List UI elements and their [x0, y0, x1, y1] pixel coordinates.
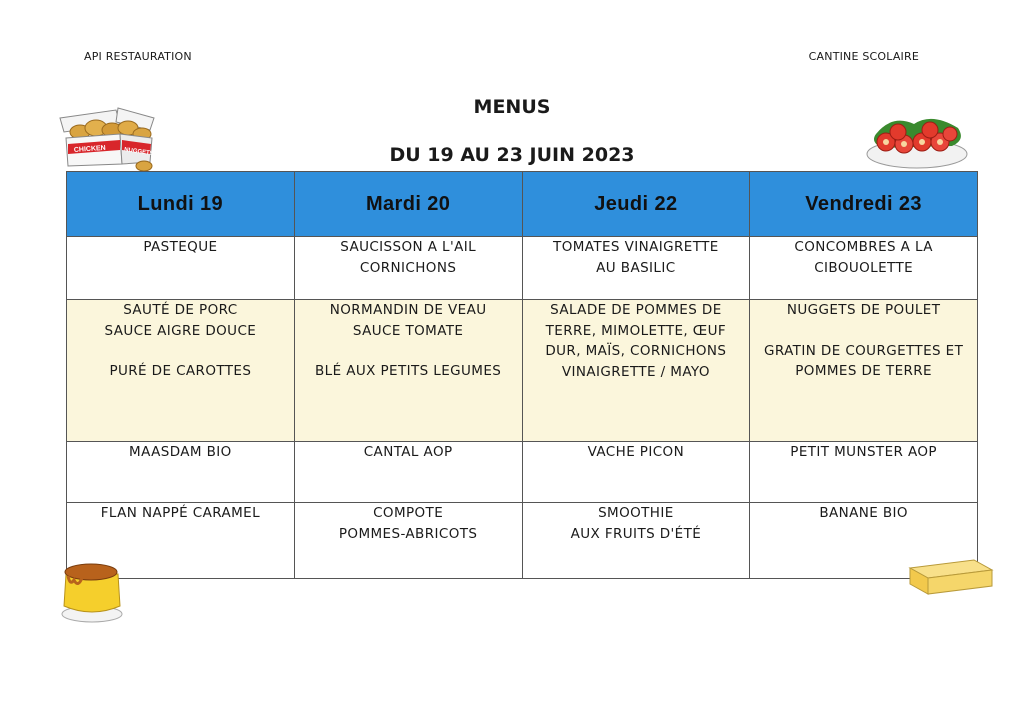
main-dish-line: SAUCE TOMATE — [352, 322, 464, 339]
main-dish-line: TERRE, MIMOLETTE, ŒUF — [545, 322, 727, 339]
dessert-cell — [294, 503, 522, 579]
restaurant-name: API RESTAURATION — [84, 50, 192, 63]
starter-cell — [294, 237, 522, 300]
main-dish-line: VINAIGRETTE / MAYO — [561, 363, 710, 380]
dessert-row — [67, 503, 978, 579]
svg-text:NUGGETS: NUGGETS — [123, 147, 154, 158]
starter-line: CIBOUOLETTE — [814, 259, 914, 276]
starter-cell — [522, 237, 750, 300]
main-course-cell — [522, 300, 750, 442]
dessert-line: FLAN NAPPÉ CARAMEL — [100, 505, 261, 521]
starter-line: CONCOMBRES A LA — [794, 239, 933, 255]
side-dish-line: POMMES DE TERRE — [795, 363, 932, 379]
starter-line: CORNICHONS — [359, 259, 457, 276]
main-dish-line: SALADE DE POMMES DE — [550, 302, 722, 318]
canteen-label: CANTINE SCOLAIRE — [808, 50, 919, 63]
main-dish-line: NUGGETS DE POULET — [786, 302, 941, 318]
main-dish-line: SAUTÉ DE PORC — [123, 302, 238, 318]
dessert-line: COMPOTE — [373, 505, 444, 521]
side-dish-line: PURÉ DE CAROTTES — [109, 363, 252, 379]
main-course-row — [67, 300, 978, 442]
cheese-row — [67, 442, 978, 503]
day-header: Vendredi 23 — [750, 172, 978, 237]
starter-row — [67, 237, 978, 300]
main-dish-line: DUR, MAÏS, CORNICHONS — [545, 343, 727, 359]
dessert-line: POMMES-ABRICOTS — [338, 525, 478, 542]
main-course-cell — [750, 300, 978, 442]
dessert-line: SMOOTHIE — [598, 505, 674, 521]
cheese-cell: VACHE PICON — [522, 442, 750, 503]
date-range: DU 19 AU 23 JUIN 2023 — [389, 144, 635, 166]
cheese-icon — [904, 556, 996, 600]
days-header-row — [67, 172, 978, 237]
main-course-cell — [294, 300, 522, 442]
main-course-cell — [67, 300, 295, 442]
main-dish-line: NORMANDIN DE VEAU — [329, 302, 487, 318]
cheese-cell: CANTAL AOP — [294, 442, 522, 503]
nuggets-box-icon — [56, 104, 160, 172]
starter-line: AU BASILIC — [596, 259, 676, 276]
weekly-menu-table — [66, 171, 978, 579]
starter-line: PASTEQUE — [143, 239, 218, 255]
day-header: Lundi 19 — [67, 172, 295, 237]
starter-cell — [67, 237, 295, 300]
flan-icon — [56, 556, 128, 626]
starter-cell — [750, 237, 978, 300]
dessert-line: AUX FRUITS D'ÉTÉ — [570, 525, 702, 542]
main-dish-line: SAUCE AIGRE DOUCE — [104, 322, 257, 339]
dessert-cell — [522, 503, 750, 579]
dessert-line: BANANE BIO — [819, 505, 908, 521]
starter-line: SAUCISSON A L'AIL — [340, 239, 477, 255]
starter-line: TOMATES VINAIGRETTE — [553, 239, 719, 255]
day-header: Jeudi 22 — [522, 172, 750, 237]
cheese-cell: MAASDAM BIO — [67, 442, 295, 503]
side-dish-line: BLÉ AUX PETITS LEGUMES — [315, 363, 502, 379]
cheese-cell: PETIT MUNSTER AOP — [750, 442, 978, 503]
day-header: Mardi 20 — [294, 172, 522, 237]
side-dish-line: GRATIN DE COURGETTES ET — [764, 342, 964, 359]
svg-text:CHICKEN: CHICKEN — [73, 144, 106, 154]
page-title: MENUS — [473, 96, 551, 118]
tomato-salad-icon — [862, 112, 972, 172]
